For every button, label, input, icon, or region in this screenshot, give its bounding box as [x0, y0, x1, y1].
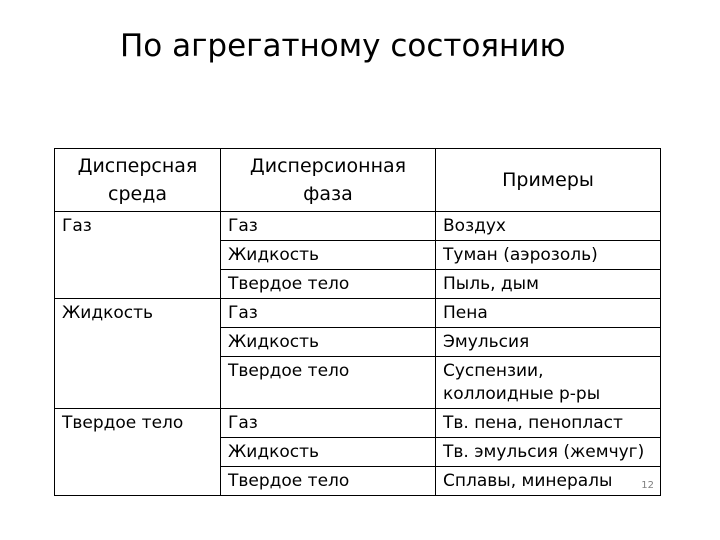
aggregate-state-table — [54, 148, 661, 496]
example-cell: Воздух — [436, 212, 661, 241]
phase-cell: Газ — [221, 212, 436, 241]
table-row — [55, 299, 661, 328]
phase-cell: Газ — [221, 409, 436, 438]
phase-cell: Жидкость — [221, 438, 436, 467]
example-cell: Тв. пена, пенопласт — [436, 409, 661, 438]
table-row — [55, 409, 661, 438]
example-cell: Тв. эмульсия (жемчуг) — [436, 438, 661, 467]
example-cell: Пена — [436, 299, 661, 328]
example-cell: Суспензии, коллоидные р-ры — [436, 357, 661, 409]
medium-cell-gas: Газ — [55, 212, 221, 299]
example-cell — [436, 467, 661, 496]
header-dispersion-medium: Дисперсная среда — [55, 149, 221, 212]
table-header-row — [55, 149, 661, 212]
phase-cell: Твердое тело — [221, 467, 436, 496]
phase-cell: Жидкость — [221, 241, 436, 270]
example-text: Сплавы, минералы — [443, 471, 613, 491]
medium-cell-liquid: Жидкость — [55, 299, 221, 409]
phase-cell: Твердое тело — [221, 357, 436, 409]
phase-cell: Твердое тело — [221, 270, 436, 299]
phase-cell: Газ — [221, 299, 436, 328]
header-examples: Примеры — [436, 149, 661, 212]
example-cell: Туман (аэрозоль) — [436, 241, 661, 270]
phase-cell: Жидкость — [221, 328, 436, 357]
table-row — [55, 212, 661, 241]
page-number: 12 — [641, 480, 654, 491]
example-cell: Пыль, дым — [436, 270, 661, 299]
header-dispersed-phase: Дисперсионная фаза — [221, 149, 436, 212]
slide-title: По агрегатному состоянию — [120, 28, 566, 64]
medium-cell-solid: Твердое тело — [55, 409, 221, 496]
example-cell: Эмульсия — [436, 328, 661, 357]
